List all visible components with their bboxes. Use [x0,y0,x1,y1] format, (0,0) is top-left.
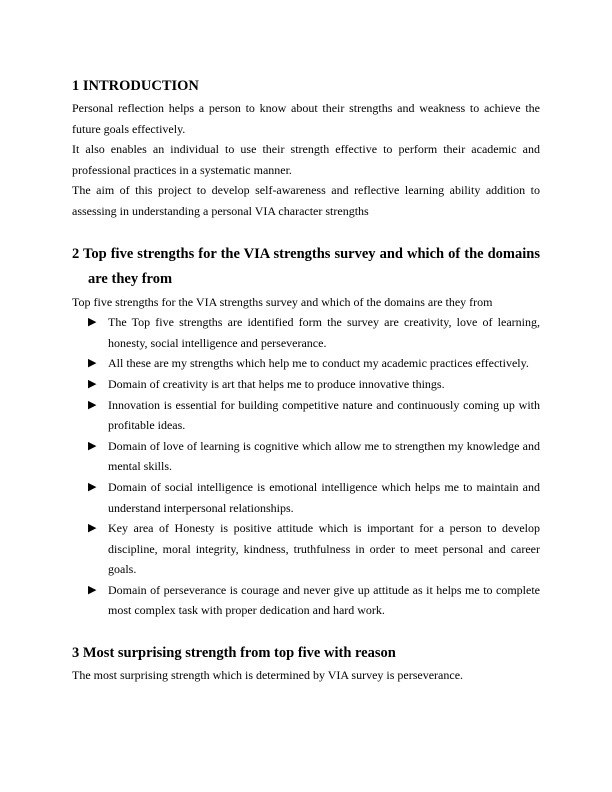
document-page [72,74,540,686]
section-1-heading: 1 INTRODUCTION [72,78,199,94]
list-item-text: Domain of perseverance is courage and never give up attitude as it helps me to complete most complex task with proper dedication and hard work. [108,582,540,618]
section-1-paragraph: Personal reflection helps a person to know about their strengths and weakness to achieve the future goals effectively. [72,101,540,136]
bullet-arrow-icon: ▶ [88,398,97,411]
list-item [72,353,540,374]
list-item-text: All these are my strengths which help me to conduct my academic practices effectively. [108,356,529,371]
section-2-heading: 2 Top five strengths for the VIA strengths survey and which of the domains are they from [72,245,540,287]
bullet-arrow-icon: ▶ [88,357,97,370]
list-item [72,395,540,436]
list-item [72,374,540,395]
section-2-intro: Top five strengths for the VIA strengths survey and which of the domains are they from [72,294,493,309]
bullet-arrow-icon: ▶ [88,377,97,390]
section-spacer [72,621,540,641]
bullet-arrow-icon: ▶ [88,480,97,493]
list-item-text: Domain of creativity is art that helps me to produce innovative things. [108,376,445,391]
section-spacer [72,222,540,242]
bullet-arrow-icon: ▶ [88,583,97,596]
list-item [72,436,540,477]
section-1-paragraph: The aim of this project to develop self-awareness and reflective learning ability addition to assessing in understanding a personal VIA character strengths [72,183,540,218]
list-item [72,312,540,353]
list-item-text: Domain of social intelligence is emotional intelligence which helps me to maintain and understand interpersonal relationships. [108,479,540,515]
list-item-text: Domain of love of learning is cognitive which allow me to strengthen my knowledge and mental skills. [108,438,540,474]
section-1-paragraph: It also enables an individual to use their strength effective to perform their academic and professional practices in a systematic manner. [72,142,540,177]
section-3-heading: 3 Most surprising strength from top five with reason [72,645,396,662]
section-3-paragraph: The most surprising strength which is determined by VIA survey is perseverance. [72,668,464,683]
list-item [72,518,540,580]
list-item-text: Key area of Honesty is positive attitude which is important for a person to develop discipline, moral integrity, kindness, truthfulness in order to meet personal and career goals. [108,521,540,577]
list-item [72,477,540,518]
list-item [72,580,540,621]
bullet-arrow-icon: ▶ [88,439,97,452]
list-item-text: Innovation is essential for building competitive nature and continuously coming up with profitable ideas. [108,397,540,433]
bullet-arrow-icon: ▶ [88,316,97,329]
list-item-text: The Top five strengths are identified form the survey are creativity, love of learning, honesty, social intelligence and perseverance. [108,315,540,350]
strengths-bullet-list [72,312,540,621]
bullet-arrow-icon: ▶ [88,522,97,535]
